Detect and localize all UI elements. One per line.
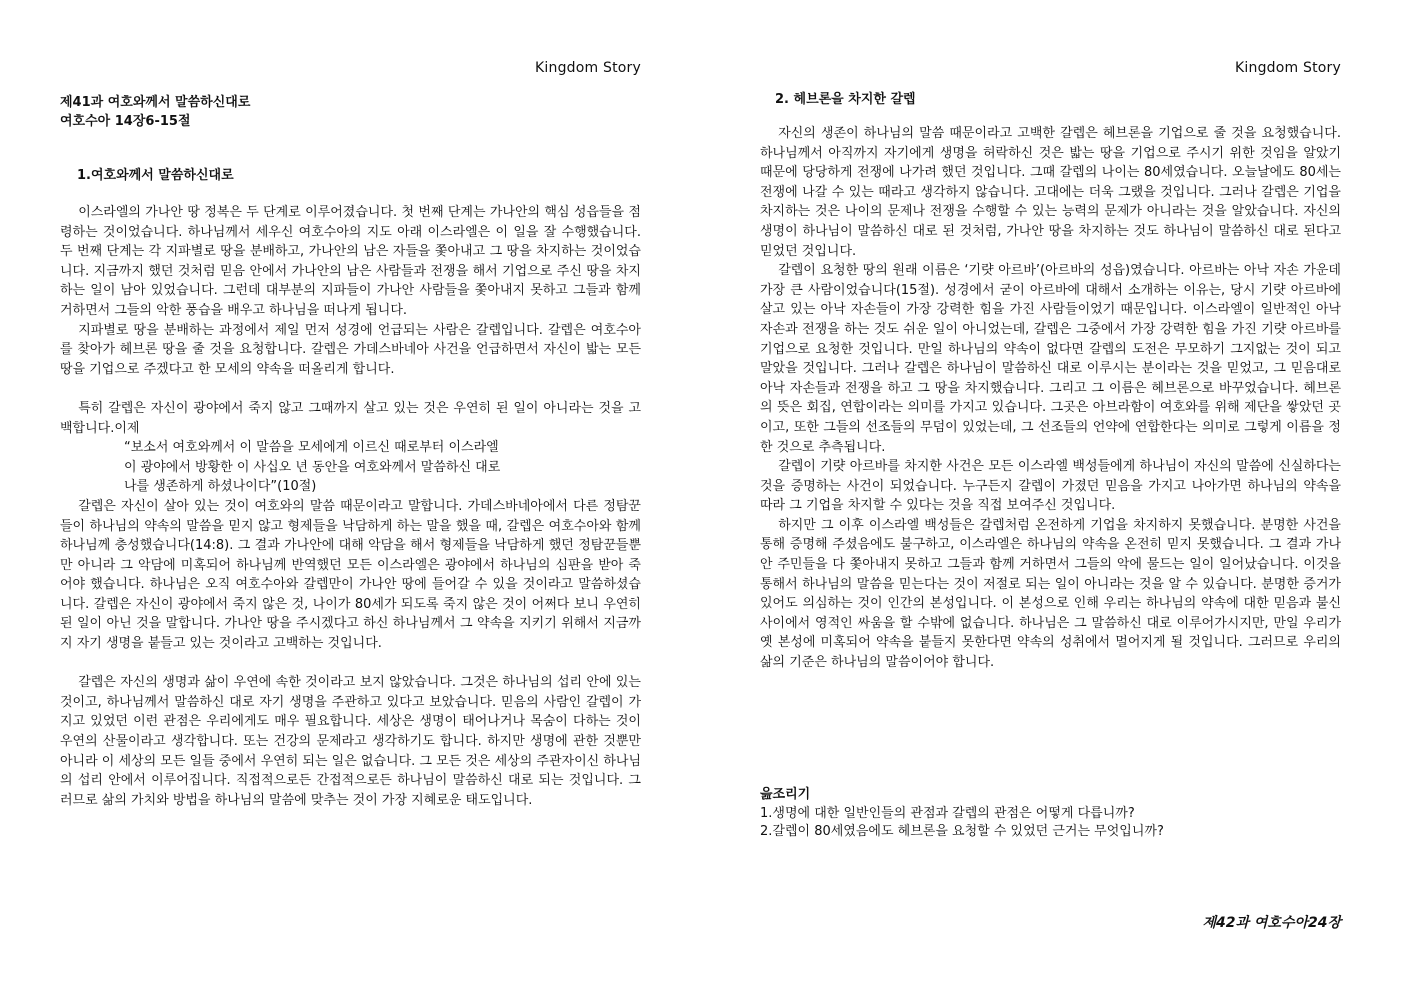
right-page (760, 0, 1341, 992)
review-question: 1.생명에 대한 일반인들의 관점과 갈렙의 관점은 어떻게 다릅니까? (760, 805, 1135, 821)
paragraph: 이스라엘의 가나안 땅 정복은 두 단계로 이루어졌습니다. 첫 번째 단계는 가나안의 핵심 성읍들을 점령하는 것이었습니다. 하나님께서 세우신 여호수아의 지도 아래 이스라엘은 이 일을 잘 수행했습니다. 두 번째 단계는 각 지파별로 땅을 분배하고, 가나안의 남은 자들을 쫓아내고 그 땅을 차지하는 것이었습니다. 지금까지 했던 것처럼 믿음 안에서 가나안의 남은 사람들과 전쟁을 해서 기업으로 주신 땅을 차지하는 일이 남아 있었습니다. 그런데 대부분의 지파들이 가나안 사람들을 쫓아내지 못하고 그들과 함께 거하면서 그들의 악한 풍습을 배우고 하나님을 떠나게 됩니다. (60, 205, 641, 318)
lesson-title (60, 93, 250, 131)
section-heading: 2. 헤브론을 차지한 갈렙 (775, 92, 916, 107)
scripture-quote-line: 나를 생존하게 하셨나이다”(10절) (124, 479, 317, 495)
body-text (60, 203, 641, 810)
paragraph: 갈렙은 자신이 살아 있는 것이 여호와의 말씀 때문이라고 말합니다. 가데스바네아에서 다른 정탐꾼들이 하나님의 약속의 말씀을 믿지 않고 형제들을 낙담하게 하는 말을 했을 때, 갈렙은 여호수아와 함께 하나님께 충성했습니다(14:8). 그 결과 가나안에 대해 악담을 해서 형제들을 낙담하게 했던 정탐꾼들뿐만 아니라 그 악담에 미혹되어 하나님께 반역했던 모든 이스라엘은 광야에서 하나님의 심판을 받아 죽어야 했습니다. 하나님은 오직 여호수아와 갈렙만이 가나안 땅에 들어갈 수 있을 것이라고 말씀하셨습니다. 갈렙은 자신이 광야에서 죽지 않은 것, 나이가 80세가 되도록 죽지 않은 것이 어쩌다 보니 우연히 된 일이 아닌 것을 말합니다. 가나안 땅을 주시겠다고 하신 하나님께서 그 약속을 지키기 위해서 지금까지 자기 생명을 붙들고 있는 것이라고 고백하는 것입니다. (60, 498, 641, 652)
running-head: Kingdom Story (535, 60, 641, 76)
paragraph: 갈렙은 자신의 생명과 삶이 우연에 속한 것이라고 보지 않았습니다. 그것은 하나님의 섭리 안에 있는 것이고, 하나님께서 말씀하신 대로 자기 생명을 주관하고 있다고 보았습니다. 믿음의 사람인 갈렙이 가지고 있었던 이런 관점은 우리에게도 매우 필요합니다. 세상은 생명이 태어나거나 목숨이 다하는 것이 우연의 산물이라고 생각합니다. 또는 건강의 문제라고 생각하기도 합니다. 하지만 생명에 관한 것뿐만 아니라 이 세상의 모든 일들 중에서 우연히 되는 일은 없습니다. 그 모든 것은 세상의 주관자이신 하나님의 섭리 안에서 이루어집니다. 직접적으로든 간접적으로든 하나님이 말씀하신 대로 되는 것입니다. 그러므로 삶의 가치와 방법을 하나님의 말씀에 맞추는 것이 가장 지혜로운 태도입니다. (60, 675, 641, 808)
paragraph: 특히 갈렙은 자신이 광야에서 죽지 않고 그때까지 살고 있는 것은 우연히 된 일이 아니라는 것을 고백합니다.이제 (60, 400, 641, 436)
body-text (760, 124, 1341, 673)
review-question: 2.갈렙이 80세였음에도 헤브론을 요청할 수 있었던 근거는 무엇입니까? (760, 824, 1164, 839)
section-heading: 1.여호와께서 말씀하신대로 (77, 168, 234, 183)
review-questions (760, 786, 1164, 842)
scripture-quote-line: 이 광야에서 방황한 이 사십오 년 동안을 여호와께서 말씀하신 대로 (124, 459, 501, 475)
paragraph: 갈렙이 기럇 아르바를 차지한 사건은 모든 이스라엘 백성들에게 하나님이 자신의 말씀에 신실하다는 것을 증명하는 사건이 되었습니다. 누구든지 갈렙이 가졌던 믿음을 가지고 나아가면 하나님의 약속을 따라 그 기업을 차지할 수 있다는 것을 직접 보여주신 것입니다. (760, 459, 1341, 514)
review-heading: 읊조리기 (760, 787, 811, 802)
running-head: Kingdom Story (1235, 60, 1341, 76)
lesson-scripture-reference: 여호수아 14장6-15절 (60, 114, 191, 129)
next-lesson-label: 제42과 여호수아24장 (1202, 915, 1341, 931)
left-page (60, 0, 641, 992)
paragraph: 갈렙이 요청한 땅의 원래 이름은 ‘기럇 아르바’(아르바의 성읍)였습니다. 아르바는 아낙 자손 가운데 가장 큰 사람이었습니다(15절). 성경에서 굳이 아르바에 대해서 소개하는 이유는, 당시 기럇 아르바에 살고 있는 아낙 자손들이 가장 강력한 힘을 가진 사람들이었기 때문입니다. 이스라엘이 일반적인 아낙 자손과 전쟁을 하는 것도 쉬운 일이 아니었는데, 갈렙은 그중에서 가장 강력한 힘을 가진 기럇 아르바를 기업으로 요청한 것입니다. 만일 하나님의 약속이 없다면 갈렙의 도전은 무모하기 그지없는 것이 되고 말았을 것입니다. 그러나 갈렙은 하나님이 말씀하신 대로 이루시는 분이라는 것을 믿었고, 그 믿음대로 아낙 자손들과 전쟁을 하고 그 땅을 차지했습니다. 그리고 그 이름은 헤브론으로 바꾸었습니다. 헤브론의 뜻은 회집, 연합이라는 의미를 가지고 있습니다. 그곳은 아브라함이 여호와를 위해 제단을 쌓았던 곳이고, 또한 그들의 선조들의 무덤이 있었는데, 그 선조들의 언약에 연합한다는 의미로 그렇게 이름을 정한 것으로 추측됩니다. (760, 263, 1341, 455)
scripture-quote-line: “보소서 여호와께서 이 말씀을 모세에게 이르신 때로부터 이스라엘 (124, 440, 499, 456)
paragraph: 하지만 그 이후 이스라엘 백성들은 갈렙처럼 온전하게 기업을 차지하지 못했습니다. 분명한 사건을 통해 증명해 주셨음에도 불구하고, 이스라엘은 하나님의 약속을 온전히 믿지 못했습니다. 그 결과 가나안 주민들을 다 쫓아내지 못하고 그들과 함께 거하면서 그들의 악에 물드는 일이 일어났습니다. 이것을 통해서 하나님의 말씀을 믿는다는 것이 저절로 되는 일이 아니라는 것을 알 수 있습니다. 분명한 증거가 있어도 의심하는 것이 인간의 본성입니다. 이 본성으로 인해 우리는 하나님의 약속에 대한 믿음과 불신 사이에서 영적인 싸움을 할 수밖에 없습니다. 하나님은 그 말씀하신 대로 이루어가시지만, 만일 우리가 옛 본성에 미혹되어 약속을 붙들지 못한다면 약속의 성취에서 멀어지게 될 것입니다. 그러므로 우리의 삶의 기준은 하나님의 말씀이어야 합니다. (760, 517, 1341, 671)
paragraph: 자신의 생존이 하나님의 말씀 때문이라고 고백한 갈렙은 헤브론을 기업으로 줄 것을 요청했습니다. 하나님께서 아직까지 자기에게 생명을 허락하신 것은 밟는 땅을 기업으로 주시기 위한 것임을 알았기 때문에 당당하게 전쟁에 나가려 했던 것입니다. 그때 갈렙의 나이는 80세였습니다. 오늘날에도 80세는 전쟁에 나갈 수 있는 때라고 생각하지 않습니다. 고대에는 더욱 그랬을 것입니다. 그러나 갈렙은 기업을 차지하는 것은 나이의 문제나 전쟁을 수행할 수 있는 능력의 문제가 아니라는 것을 알았습니다. 자신의 생명이 하나님이 말씀하신 대로 된 것처럼, 가나안 땅을 차지하는 것도 하나님이 말씀하신 대로 된다고 믿었던 것입니다. (760, 126, 1341, 259)
paragraph: 지파별로 땅을 분배하는 과정에서 제일 먼저 성경에 언급되는 사람은 갈렙입니다. 갈렙은 여호수아를 찾아가 헤브론 땅을 줄 것을 요청합니다. 갈렙은 가데스바네아 사건을 언급하면서 자신이 밟는 모든 땅을 기업으로 주겠다고 한 모세의 약속을 떠올리게 합니다. (60, 322, 641, 377)
lesson-title-text: 제41과 여호와께서 말씀하신대로 (60, 95, 251, 110)
